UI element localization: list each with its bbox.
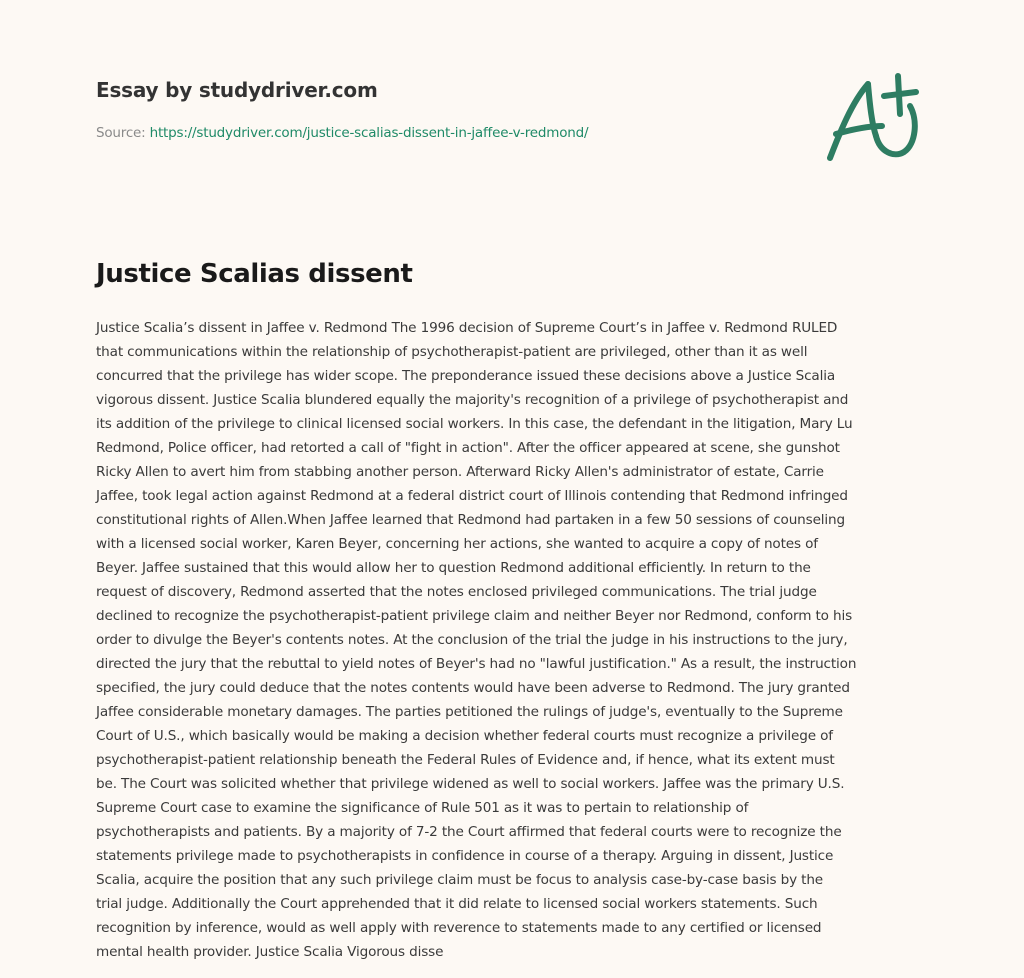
essay-header [96,74,796,143]
source-line [96,123,796,143]
body-line: specified, the jury could deduce that the notes contents would have been adverse to Redmond. The jury granted [96,680,850,696]
body-line: Jaffee considerable monetary damages. The parties petitioned the rulings of judge's, eventually to the Supreme [96,704,843,720]
body-line: that communications within the relationship of psychotherapist-patient are privileged, other than it as well [96,344,808,360]
body-line: Scalia, acquire the position that any such privilege claim must be focus to analysis case-by-case basis by the [96,872,824,888]
body-line: statements privilege made to psychotherapists in confidence in course of a therapy. Arguing in dissent, Justice [96,848,834,864]
body-line: Court of U.S., which basically would be making a decision whether federal courts must recognize a privilege of [96,728,833,744]
body-line: declined to recognize the psychotherapist-patient privilege claim and neither Beyer nor Redmond, conform to his [96,608,853,624]
body-line: mental health provider. Justice Scalia Vigorous disse [96,944,444,960]
body-line: Beyer. Jaffee sustained that this would allow her to question Redmond additional efficiently. In return to the [96,560,811,576]
body-line: Supreme Court case to examine the significance of Rule 501 as it was to pertain to relationship of [96,800,749,816]
body-line: be. The Court was solicited whether that privilege widened as well to social workers. Jaffee was the primary U.S. [96,776,845,792]
source-link[interactable]: https://studydriver.com/justice-scalias-dissent-in-jaffee-v-redmond/ [149,125,589,141]
body-line: its addition of the privilege to clinical licensed social workers. In this case, the defendant in the litigation, Mary Lu [96,416,853,432]
source-label: Source: [96,125,146,141]
body-line: recognition by inference, would as well apply with reverence to statements made to any certified or licensed [96,920,822,936]
body-line: psychotherapist-patient relationship beneath the Federal Rules of Evidence and, if hence, what its extent must [96,752,835,768]
brand-title: Essay by studydriver.com [96,78,378,102]
body-line: Jaffee, took legal action against Redmond at a federal district court of Illinois contending that Redmond infringed [96,488,848,504]
body-line: constitutional rights of Allen.When Jaffee learned that Redmond had partaken in a few 50 sessions of counseling [96,512,845,528]
body-line: trial judge. Additionally the Court apprehended that it did relate to licensed social workers statements. Such [96,896,818,912]
a-plus-grade-icon [820,62,930,172]
body-line: with a licensed social worker, Karen Beyer, concerning her actions, she wanted to acquire a copy of notes of [96,536,818,552]
body-line: directed the jury that the rebuttal to yield notes of Beyer's had no "lawful justification." As a result, the instruction [96,656,857,672]
article-body [96,316,936,964]
body-line: Redmond, Police officer, had retorted a call of "fight in action". After the officer appeared at scene, she gunshot [96,440,840,456]
body-line: concurred that the privilege has wider scope. The preponderance issued these decisions above a Justice Scalia [96,368,836,384]
article-title: Justice Scalias dissent [96,259,413,289]
body-line: order to divulge the Beyer's contents notes. At the conclusion of the trial the judge in his instructions to the jury, [96,632,848,648]
body-line: Ricky Allen to avert him from stabbing another person. Afterward Ricky Allen's administrator of estate, Carrie [96,464,824,480]
body-line: request of discovery, Redmond asserted that the notes enclosed privileged communications. The trial judge [96,584,817,600]
body-line: vigorous dissent. Justice Scalia blundered equally the majority's recognition of a privilege of psychotherapist and [96,392,849,408]
body-line: Justice Scalia’s dissent in Jaffee v. Redmond The 1996 decision of Supreme Court’s in Jaffee v. Redmond RULED [96,320,838,336]
body-line: psychotherapists and patients. By a majority of 7-2 the Court affirmed that federal courts were to recognize the [96,824,842,840]
